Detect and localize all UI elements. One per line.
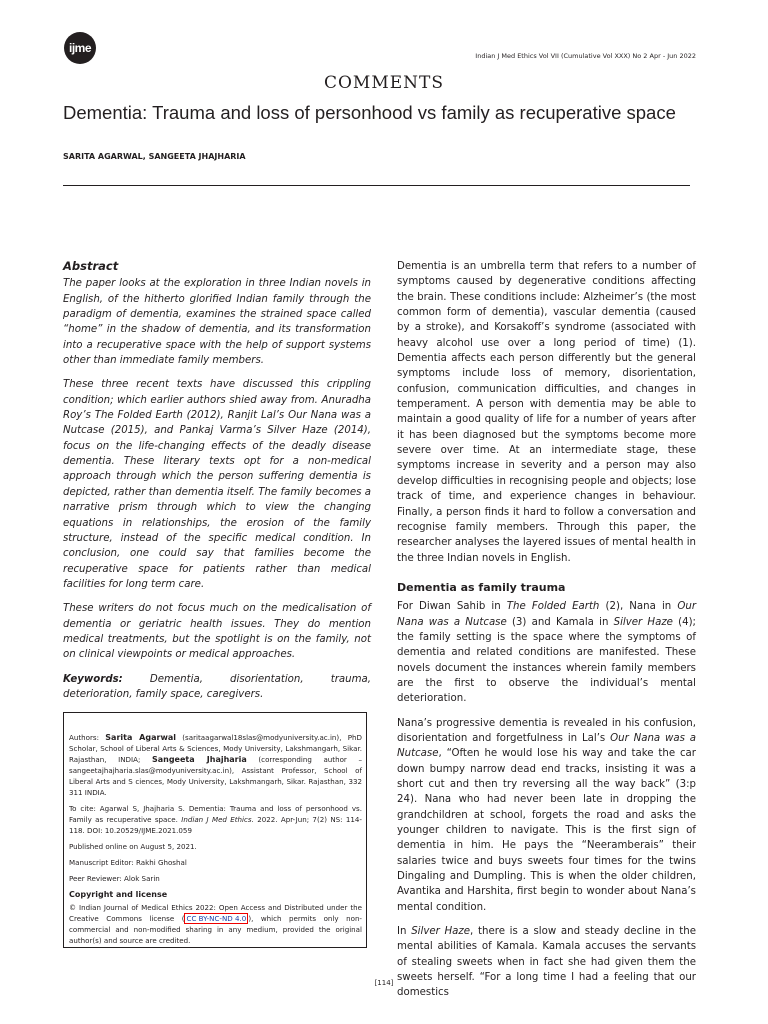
text: Nana’s progressive dementia is revealed in his confusion, disorientation and forgetfulness in Lal’s (397, 717, 696, 744)
book-title: Our Nana was a Nutcase (397, 732, 696, 760)
journal-logo: ijme (64, 32, 96, 64)
abstract (63, 259, 371, 711)
abstract-paragraph: The paper looks at the exploration in three Indian novels in English, of the hitherto glorified Indian family through the paradigm of dementia, examines the strained space called “home” in the shadow of dementia, and its transformation into a recuperative space with the help of support systems other than immediate family members. (63, 278, 371, 367)
author2-detail: (corresponding author – sangeetajhajharia.slas@modyuniversity.ac.in), Assistant Professor, School of Liberal Arts and S ciences, Mody University, Lakshmangarh, Sikar. Rajasthan, 332 311 INDIA. (69, 755, 363, 797)
manuscript-editor: Manuscript Editor: Rakhi Ghoshal (69, 858, 187, 867)
keywords-text: Dementia, disorientation, trauma, deterioration, family space, caregivers. (63, 673, 371, 700)
authors-label: Authors: (69, 733, 106, 742)
abstract-paragraph: These three recent texts have discussed this crippling condition; which earlier authors shied away from. Anuradha Roy’s The Folded Earth (2012), Ranjit Lal’s Our Nana was a Nutcase (2015), and Pankaj Varma’s Silver Haze (2014), focus on the life-changing effects of the deadly disease dementia. These literary texts opt for a non-medical approach through which the person suffering dementia is depicted, rather than dementia itself. The family becomes a narrative prism through which to view the changing equations in relationships, the erosion of the family structure, instead of the specific medical condition. In conclusion, one could say that families become the recuperative space for patients rather than medical facilities for long term care. (63, 379, 371, 590)
abstract-paragraph: These writers do not focus much on the medicalisation of dementia or geriatric health issues. They do mention medical treatments, but the spotlight is on the family, not on clinical viewpoints or medical approaches. (63, 603, 371, 661)
book-title: Silver Haze (411, 926, 471, 938)
published-date: Published online on August 5, 2021. (69, 842, 197, 851)
body-paragraph: Dementia is an umbrella term that refers to a number of symptoms caused by degenerative conditions affecting the brain. These conditions include: Alzheimer’s (the most common form of dementia), vascular dementia (caused by a stroke), and Korsakoff’s syndrome (associated with heavy alcohol use over a long period of time) (1). Dementia affects each person differently but the general symptoms include loss of memory, disorientation, confusion, communication difficulties, and changes in temperament. A person with dementia may be able to maintain a good quality of life for a number of years after it has been diagnosed but the symptoms become more severe over time. At an intermediate stage, these symptoms increase in severity and a person may also develop difficulties in recognising people and objects; lose track of time, and experience changes in behaviour. Finally, a person finds it hard to follow a conversation and recognise family members. Through this paper, the researcher analyses the layered issues of mental health in the three Indian novels in English. (397, 261, 696, 564)
author-info (69, 732, 362, 798)
journal-reference: Indian J Med Ethics Vol VII (Cumulative Vol XXX) No 2 Apr - Jun 2022 (475, 52, 696, 60)
article-authors: SARITA AGARWAL, SANGEETA JHAJHARIA (63, 152, 246, 161)
book-title: Silver Haze (613, 616, 673, 628)
peer-reviewer: Peer Reviewer: Alok Sarin (69, 874, 160, 883)
text: In (397, 926, 412, 938)
page-number: [114] (374, 979, 394, 987)
abstract-heading: Abstract (63, 259, 119, 273)
text: (3) and Kamala in (506, 616, 614, 628)
license-link[interactable]: CC BY-NC-ND 4.0 (186, 914, 247, 923)
keywords-label: Keywords: (63, 673, 123, 685)
copyright-heading: Copyright and license (69, 890, 168, 899)
text: , “Often he would lose his way and take the car down bumpy narrow dead end tracks, insisting it was a short cut and then try reversing all the way back” (3:p 24). Nana who had never been late in dropping the grandchildren at school, forgets the road and asks the younger children to navigate. This is the first sign of dementia in him. He pays the “Neeramberais” their salaries twice and buys sweets four times for the twins Dingaling and Dumpling. This is when the older children, Avantika and Harshita, first begin to wonder about Nana’s mental condition. (397, 748, 696, 913)
cite-details: 2022. Apr-Jun; 7(2) NS: 114-118. DOI: 10.20529/IJME.2021.059 (69, 815, 362, 835)
author1-detail: (saritaagarwal18slas@modyuniversity.ac.in), PhD Scholar, School of Liberal Arts & Sciences, Mody University, Lakshmangarh, Sikar. Rajasthan, INDIA; (69, 733, 362, 764)
keywords (63, 672, 371, 703)
article-title: Dementia: Trauma and loss of personhood vs family as recuperative space (63, 102, 676, 123)
text: (2), Nana in (599, 601, 678, 613)
text: (4); the family setting is the space where the symptoms of dementia and related conditions are manifested. These novels document the instances wherein family members are the first to observe the individual’s mental deterioration. (397, 616, 696, 705)
section-heading: COMMENTS (323, 73, 445, 93)
article-info-box (63, 712, 367, 948)
cite-journal: Indian J Med Ethics. (181, 815, 254, 824)
license-pre: © Indian Journal of Medical Ethics 2022: Open Access and Distributed under the Creative Commons license ( (69, 903, 362, 923)
book-title: The Folded Earth (506, 601, 600, 613)
body-paragraph (397, 924, 696, 1001)
book-title: Our Nana was a Nutcase (397, 601, 697, 628)
cite-text: To cite: Agarwal S, Jhajharia S. Dementia: Trauma and loss of personhood vs. Family as recuperative space. (69, 804, 362, 824)
body-paragraph (397, 599, 696, 706)
author2-name: Sangeeta Jhajharia (151, 755, 247, 764)
citation (69, 803, 362, 836)
divider (63, 185, 690, 186)
subheading: Dementia as family trauma (397, 580, 566, 594)
body-paragraph (397, 716, 696, 915)
license-text (69, 902, 362, 946)
text: , there is a slow and steady decline in the mental abilities of Kamala. Kamala accuses the servants of stealing sweets when in fact she had given them the sweets herself. “For a long time I had a feeling that our domestics (397, 926, 696, 999)
author1-name: Sarita Agarwal (105, 733, 176, 742)
text: For Diwan Sahib in (397, 601, 507, 613)
body-column (397, 259, 696, 1010)
license-post: ), which permits only non-commercial and non-modified sharing in any medium, provided the original author(s) and source are credited. (69, 914, 362, 945)
